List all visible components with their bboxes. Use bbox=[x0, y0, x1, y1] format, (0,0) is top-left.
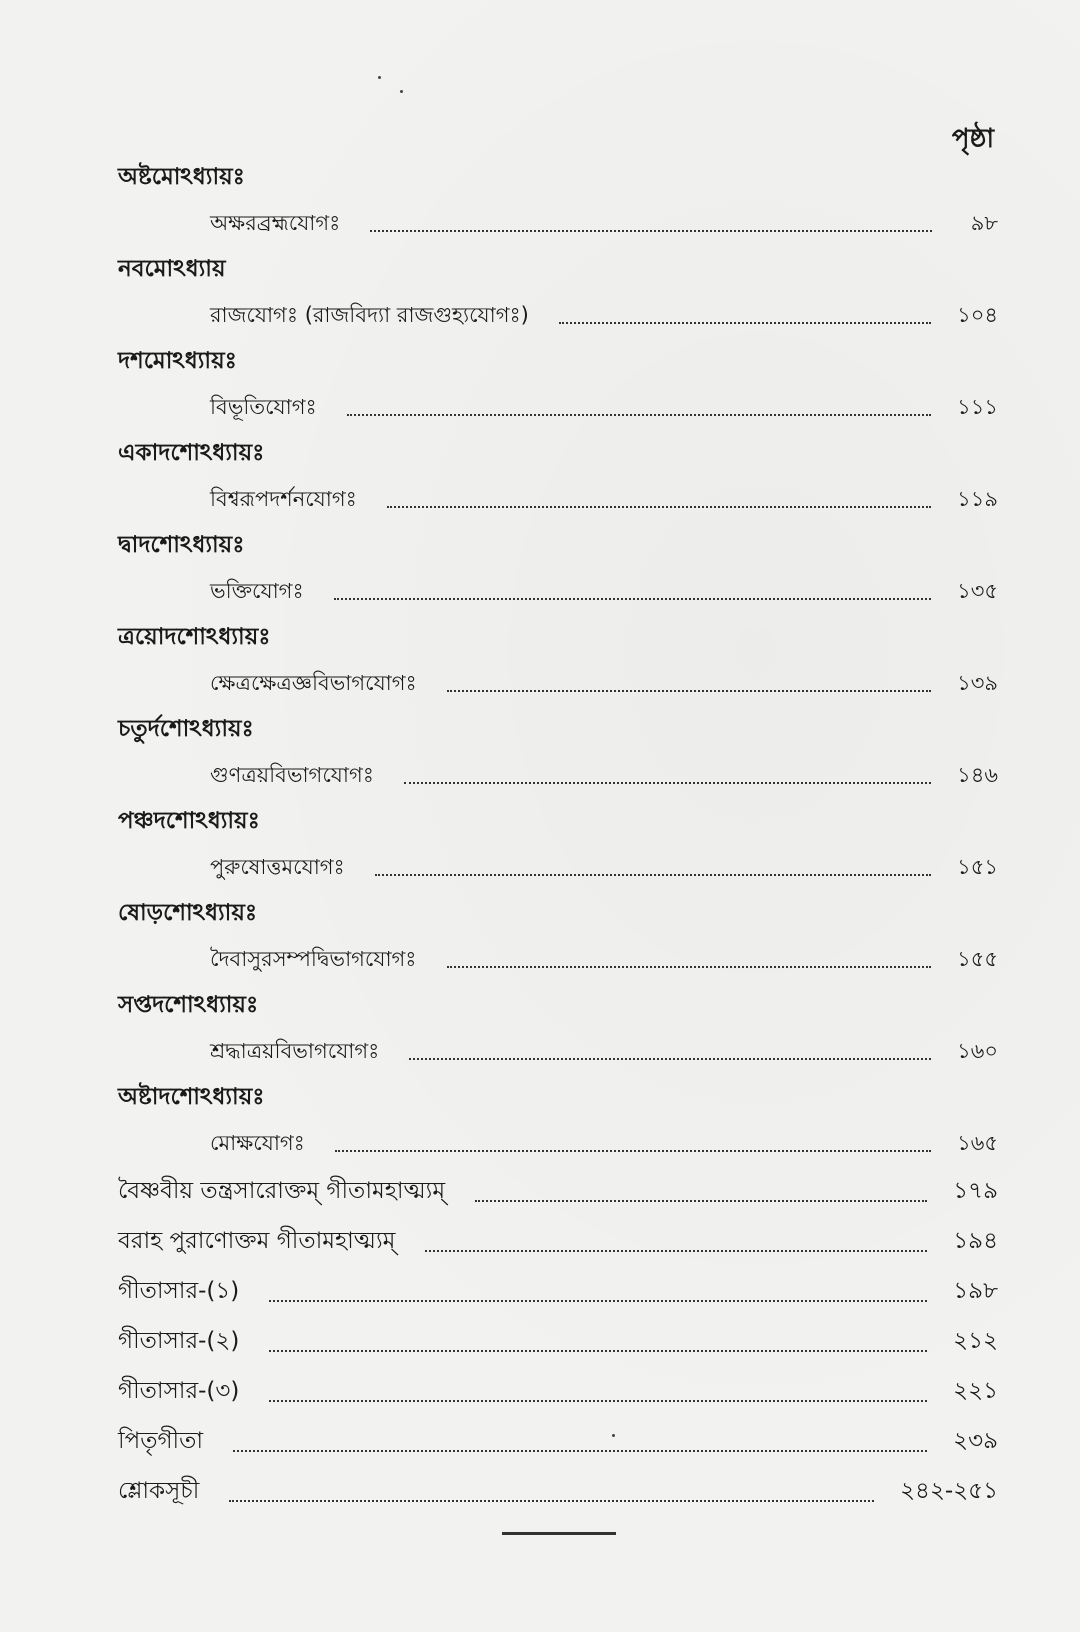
dot-leader bbox=[370, 230, 932, 232]
toc-entry-title: বিশ্বরূপদর্শনযোগঃ bbox=[210, 487, 357, 511]
toc-entry[interactable] bbox=[118, 568, 998, 614]
toc-entry-page: ২৪২-২৫১ bbox=[900, 1478, 998, 1504]
toc-entry-title: দৈবাসুরসম্পদ্বিভাগযোগঃ bbox=[210, 947, 417, 971]
toc-entry[interactable] bbox=[118, 1216, 998, 1266]
toc-entry-title: শ্লোকসূচী bbox=[118, 1478, 200, 1504]
toc-entry[interactable] bbox=[118, 1266, 998, 1316]
toc-entry-page: ১৬৫ bbox=[957, 1131, 998, 1155]
toc-entry-page: ১০৪ bbox=[957, 303, 998, 327]
toc-entry-title: গীতাসার-(২) bbox=[118, 1328, 240, 1354]
chapter-heading: দশমোঽধ্যায়ঃ bbox=[118, 348, 237, 374]
dot-leader bbox=[559, 322, 931, 324]
toc-entry[interactable] bbox=[118, 660, 998, 706]
print-speck bbox=[378, 76, 381, 79]
toc-entry-title: রাজযোগঃ (রাজবিদ্যা রাজগুহ্যযোগঃ) bbox=[210, 303, 529, 327]
dot-leader bbox=[335, 1150, 931, 1152]
dot-leader bbox=[447, 966, 932, 968]
chapter-heading: পঞ্চদশোঽধ্যায়ঃ bbox=[118, 808, 260, 834]
chapter-heading: দ্বাদশোঽধ্যায়ঃ bbox=[118, 532, 245, 558]
toc-entry-title: বরাহ পুরাণোক্তম গীতামহাত্ম্যম্ bbox=[118, 1228, 396, 1254]
toc-entry-title: পুরুষোত্তমযোগঃ bbox=[210, 855, 345, 879]
toc-entry-title: বৈষ্ণবীয় তন্ত্রসারোক্তম্ গীতামহাত্ম্যম্ bbox=[118, 1178, 446, 1204]
toc-entry-page: ১৫১ bbox=[957, 855, 998, 879]
toc-entry[interactable] bbox=[118, 476, 998, 522]
toc-entry-page: ২১২ bbox=[953, 1328, 998, 1354]
print-speck bbox=[400, 90, 403, 93]
toc-entry[interactable] bbox=[118, 752, 998, 798]
dot-leader bbox=[269, 1300, 927, 1302]
toc-entry-title: গীতাসার-(৩) bbox=[118, 1378, 240, 1404]
dot-leader bbox=[347, 414, 931, 416]
chapter-heading: নবমোঽধ্যায় bbox=[118, 256, 226, 282]
toc-entry-page: ১৩৯ bbox=[957, 671, 998, 695]
dot-leader bbox=[447, 690, 931, 692]
dot-leader bbox=[233, 1450, 927, 1452]
toc-entry[interactable] bbox=[118, 1416, 998, 1466]
toc-entry[interactable] bbox=[118, 1028, 998, 1074]
closing-rule bbox=[502, 1532, 616, 1535]
chapter-heading: সপ্তদশোঽধ্যায়ঃ bbox=[118, 992, 259, 1018]
toc-entry[interactable] bbox=[118, 1366, 998, 1416]
dot-leader bbox=[229, 1500, 874, 1502]
toc-entry-title: গুণত্রয়বিভাগযোগঃ bbox=[210, 763, 374, 787]
toc-entry[interactable] bbox=[118, 1120, 998, 1166]
dot-leader bbox=[375, 874, 931, 876]
chapter-heading: ত্রয়োদশোঽধ্যায়ঃ bbox=[118, 624, 271, 650]
toc-entry[interactable] bbox=[118, 1466, 998, 1516]
toc-entry-page: ৯৮ bbox=[970, 211, 998, 235]
toc-entry-page: ২২১ bbox=[953, 1378, 998, 1404]
toc-entry-page: ১১১ bbox=[957, 395, 998, 419]
print-speck bbox=[612, 1434, 615, 1437]
toc-entry-title: গীতাসার-(১) bbox=[118, 1278, 240, 1304]
toc-entry-page: ১৬০ bbox=[957, 1039, 998, 1063]
table-of-contents bbox=[118, 154, 998, 1516]
dot-leader bbox=[334, 598, 931, 600]
toc-entry[interactable] bbox=[118, 936, 998, 982]
toc-entry-page: ১৯৪ bbox=[953, 1228, 998, 1254]
toc-entry[interactable] bbox=[118, 292, 998, 338]
chapter-heading: ষোড়শোঽধ্যায়ঃ bbox=[118, 900, 258, 926]
toc-entry[interactable] bbox=[118, 844, 998, 890]
toc-entry-page: ১৪৬ bbox=[957, 763, 998, 787]
toc-entry-title: শ্রদ্ধাত্রয়বিভাগযোগঃ bbox=[210, 1039, 380, 1063]
dot-leader bbox=[269, 1400, 927, 1402]
page-column-label: পৃষ্ঠা bbox=[951, 124, 994, 154]
toc-entry[interactable] bbox=[118, 200, 998, 246]
dot-leader bbox=[404, 782, 931, 784]
toc-entry[interactable] bbox=[118, 1166, 998, 1216]
toc-entry-title: অক্ষরব্রহ্মযোগঃ bbox=[210, 211, 341, 235]
dot-leader bbox=[409, 1058, 931, 1060]
toc-entry-page: ১৯৮ bbox=[953, 1278, 998, 1304]
toc-entry[interactable] bbox=[118, 384, 998, 430]
chapter-heading: চতুর্দশোঽধ্যায়ঃ bbox=[118, 716, 254, 742]
dot-leader bbox=[475, 1200, 927, 1202]
dot-leader bbox=[269, 1350, 927, 1352]
toc-entry-title: ভক্তিযোগঃ bbox=[210, 579, 304, 603]
toc-entry-page: ১৭৯ bbox=[953, 1178, 998, 1204]
toc-entry-page: ২৩৯ bbox=[953, 1428, 998, 1454]
chapter-heading: একাদশোঽধ্যায়ঃ bbox=[118, 440, 265, 466]
toc-entry-page: ১৩৫ bbox=[957, 579, 998, 603]
toc-entry-title: মোক্ষযোগঃ bbox=[210, 1131, 305, 1155]
toc-entry-title: ক্ষেত্রক্ষেত্রজ্ঞবিভাগযোগঃ bbox=[210, 671, 417, 695]
toc-entry-page: ১৫৫ bbox=[957, 947, 998, 971]
dot-leader bbox=[387, 506, 931, 508]
toc-entry-title: বিভূতিযোগঃ bbox=[210, 395, 317, 419]
toc-entry-page: ১১৯ bbox=[957, 487, 998, 511]
dot-leader bbox=[425, 1250, 927, 1252]
chapter-heading: অষ্টমোঽধ্যায়ঃ bbox=[118, 164, 245, 190]
toc-entry-title: পিতৃগীতা bbox=[118, 1428, 204, 1454]
chapter-heading: অষ্টাদশোঽধ্যায়ঃ bbox=[118, 1084, 265, 1110]
toc-entry[interactable] bbox=[118, 1316, 998, 1366]
